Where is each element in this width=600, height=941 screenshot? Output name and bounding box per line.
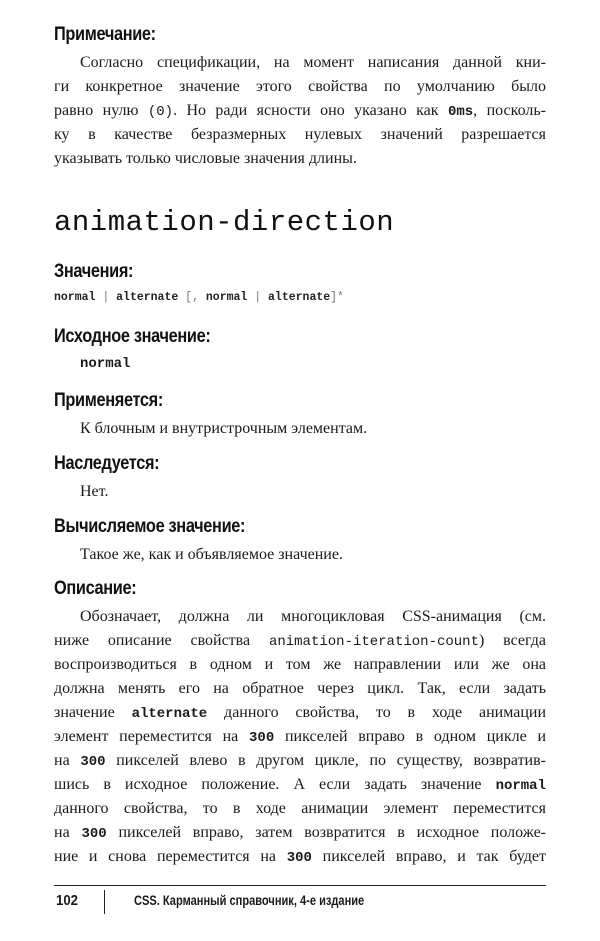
syntax-value-normal-repeat: normal	[205, 291, 248, 304]
note-paragraph	[54, 51, 546, 171]
description-line: значение alternate данного свойства, то в ходе анимации	[54, 704, 547, 722]
description-line: шись в исходное положение. А если задать значение normal	[54, 776, 546, 794]
syntax-separator-2: |	[254, 291, 262, 304]
note-line: Согласно спецификации, на момент написания данной кни-	[80, 54, 546, 71]
syntax-value-alternate: alternate	[116, 291, 179, 304]
page-number: 102	[56, 892, 79, 909]
description-line: на 300 пикселей вправо, затем возвратится в исходное положе-	[54, 824, 546, 842]
property-title: animation-direction	[54, 206, 395, 239]
syntax-bracket-close: ]*	[330, 291, 344, 304]
initial-value: normal	[80, 356, 131, 372]
initial-heading: Исходное значение:	[54, 326, 211, 347]
footer-divider	[104, 890, 105, 914]
inherited-value: Нет.	[80, 483, 109, 500]
description-line: воспроизводиться в одном и том же направлении или же она	[54, 656, 546, 673]
note-heading: Примечание:	[54, 24, 156, 45]
value-syntax	[54, 291, 344, 304]
footer-rule	[54, 885, 546, 886]
description-heading: Описание:	[54, 578, 137, 599]
applies-value: К блочным и внутристрочным элементам.	[80, 420, 368, 437]
description-line: Обозначает, должна ли многоцикловая CSS-анимация (см.	[80, 608, 546, 625]
syntax-value-normal: normal	[54, 291, 96, 304]
syntax-separator: |	[102, 291, 110, 304]
description-line: на 300 пикселей влево в другом цикле, по существу, возвратив-	[54, 752, 547, 770]
inherited-heading: Наследуется:	[54, 453, 160, 474]
description-line: данного свойства, то в ходе анимации элемент переместится	[54, 800, 546, 817]
computed-value: Такое же, как и объявляемое значение.	[80, 546, 343, 563]
description-line: ние и снова переместится на 300 пикселей вправо, и так будет	[54, 848, 546, 866]
values-heading: Значения:	[54, 261, 134, 282]
applies-heading: Применяется:	[54, 390, 163, 411]
description-line: ниже описание свойства animation-iteration-count) всегда	[54, 632, 546, 650]
description-line: должна менять его на обратное через цикл. Так, если задать	[54, 680, 546, 697]
description-line: элемент переместится на 300 пикселей вправо в одном цикле и	[54, 728, 547, 746]
note-line: ку в качестве безразмерных нулевых значений разрешается	[54, 126, 546, 143]
syntax-value-alternate-repeat: alternate	[268, 291, 331, 304]
note-line: указывать только числовые значения длины.	[54, 150, 357, 167]
computed-heading: Вычисляемое значение:	[54, 516, 246, 537]
note-line: ги конкретное значение этого свойства по умолчанию было	[54, 78, 546, 95]
note-line: равно нулю (0). Но ради ясности оно указано как 0ms, посколь-	[54, 102, 547, 120]
description-paragraph	[54, 605, 546, 869]
book-title: CSS. Карманный справочник, 4-е издание	[134, 893, 365, 908]
syntax-bracket-open: [,	[185, 291, 206, 304]
